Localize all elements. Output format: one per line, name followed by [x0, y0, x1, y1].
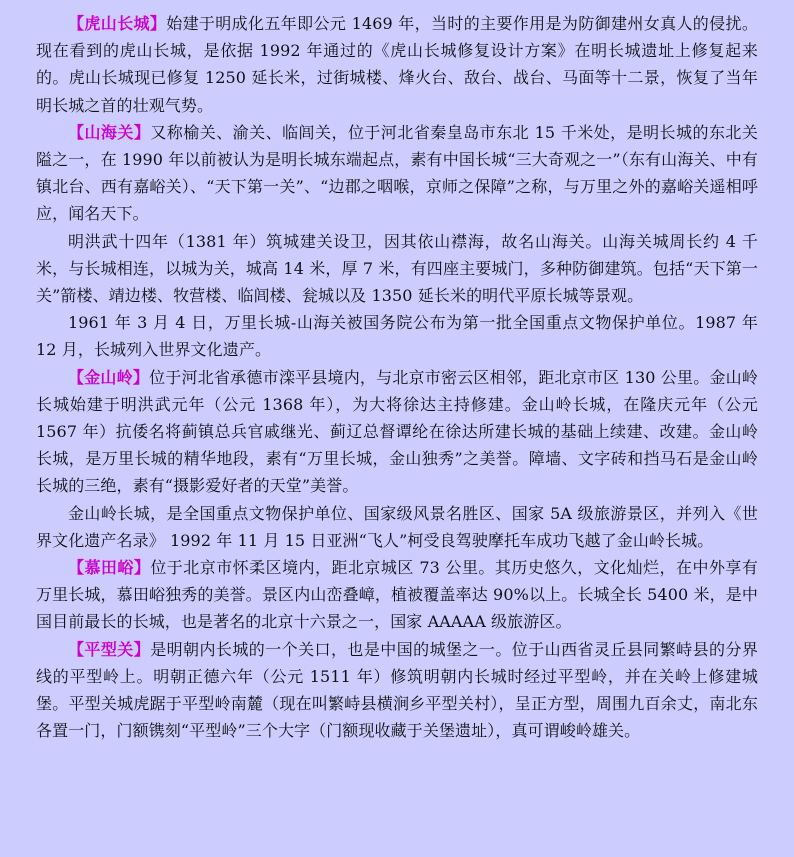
paragraph-text: 1961 年 3 月 4 日，万里长城-山海关被国务院公布为第一批全国重点文物保护单位。1987 年 12 月，长城列入世界文化遗产。 — [36, 313, 758, 360]
paragraph-jinshanling — [36, 364, 758, 500]
paragraph-text: 又称榆关、渝关、临闾关，位于河北省秦皇岛市东北 15 千米处，是明长城的东北关隘之一，在 1990 年以前被认为是明长城东端起点，素有中国长城“三大奇观之一”（东有山海关、中有镇北台、西有嘉峪关）、“天下第一关”、“边郡之咽喉，京师之保障”之称，与万里之外的嘉峪关遥相呼应，闻名天下。 — [36, 122, 758, 224]
paragraph-pingxingguan — [36, 636, 758, 745]
paragraph-text: 始建于明成化五年即公元 1469 年，当时的主要作用是为防御建州女真人的侵扰。现在看到的虎山长城，是依据 1992 年通过的《虎山长城修复设计方案》在明长城遗址上修复起来的。虎山长城现已修复 1250 延长米，过街城楼、烽火台、敌台、战台、马面等十二景，恢复了当年明长城之首的壮观气势。 — [36, 14, 758, 115]
heading-pingxingguan: 【平型关】 — [68, 639, 151, 659]
paragraph-text: 明洪武十四年（1381 年）筑城建关设卫，因其依山襟海，故名山海关。山海关城周长约 4 千米，与长城相连，以城为关，城高 14 米，厚 7 米，有四座主要城门，多种防御建筑。包括“天下第一关”箭楼、靖边楼、牧营楼、临闾楼、瓮城以及 1350 延长米的明代平原长城等景观。 — [36, 231, 758, 306]
heading-mutianyu: 【慕田峪】 — [68, 558, 151, 578]
heading-shanhaiguan: 【山海关】 — [68, 122, 151, 142]
paragraph-text: 金山岭长城，是全国重点文物保护单位、国家级风景名胜区、国家 5A 级旅游景区，并列入《世界文化遗产名录》 1992 年 11 月 15 日亚洲“飞人”柯受良驾驶摩托车成功飞越了金山岭长城。 — [36, 503, 758, 550]
paragraph-shanhaiguan-heritage — [36, 309, 758, 363]
paragraph-mutianyu — [36, 554, 758, 636]
paragraph-shanhaiguan-history — [36, 228, 758, 310]
paragraph-text: 位于河北省承德市滦平县境内，与北京市密云区相邻，距北京市区 130 公里。金山岭长城始建于明洪武元年（公元 1368 年），为大将徐达主持修建。金山岭长城，在隆庆元年（公元 1567 年）抗倭名将蓟镇总兵官戚继光、蓟辽总督谭纶在徐达所建长城的基础上续建、改建。金山岭长城，是万里长城的精华地段，素有“万里长城，金山独秀”之美誉。障墙、文字砖和挡马石是金山岭长城的三绝，素有“摄影爱好者的天堂”美誉。 — [36, 367, 758, 496]
paragraph-hushan — [36, 10, 758, 119]
paragraph-jinshanling-heritage — [36, 500, 758, 554]
paragraph-text: 位于北京市怀柔区境内，距北京城区 73 公里。其历史悠久，文化灿烂，在中外享有万里长城，慕田峪独秀的美誉。景区内山峦叠嶂，植被覆盖率达 90%以上。长城全长 5400 米，是中国目前最长的长城，也是著名的北京十六景之一，国家 AAAAA 级旅游区。 — [36, 558, 758, 632]
heading-jinshanling: 【金山岭】 — [68, 367, 150, 387]
heading-hushan: 【虎山长城】 — [68, 14, 167, 33]
paragraph-text: 是明朝内长城的一个关口，也是中国的城堡之一。位于山西省灵丘县同繁峙县的分界线的平型岭上。明朝正德六年（公元 1511 年）修筑明朝内长城时经过平型岭，并在关岭上修建城堡。平型关城虎踞于平型岭南麓（现在叫繁峙县横涧乡平型关村），呈正方型，周围九百余丈，南北东各置一门，门额镌刻“平型岭”三个大字（门额现收藏于关堡遗址），真可谓峻岭雄关。 — [36, 639, 758, 741]
paragraph-shanhaiguan — [36, 119, 758, 228]
